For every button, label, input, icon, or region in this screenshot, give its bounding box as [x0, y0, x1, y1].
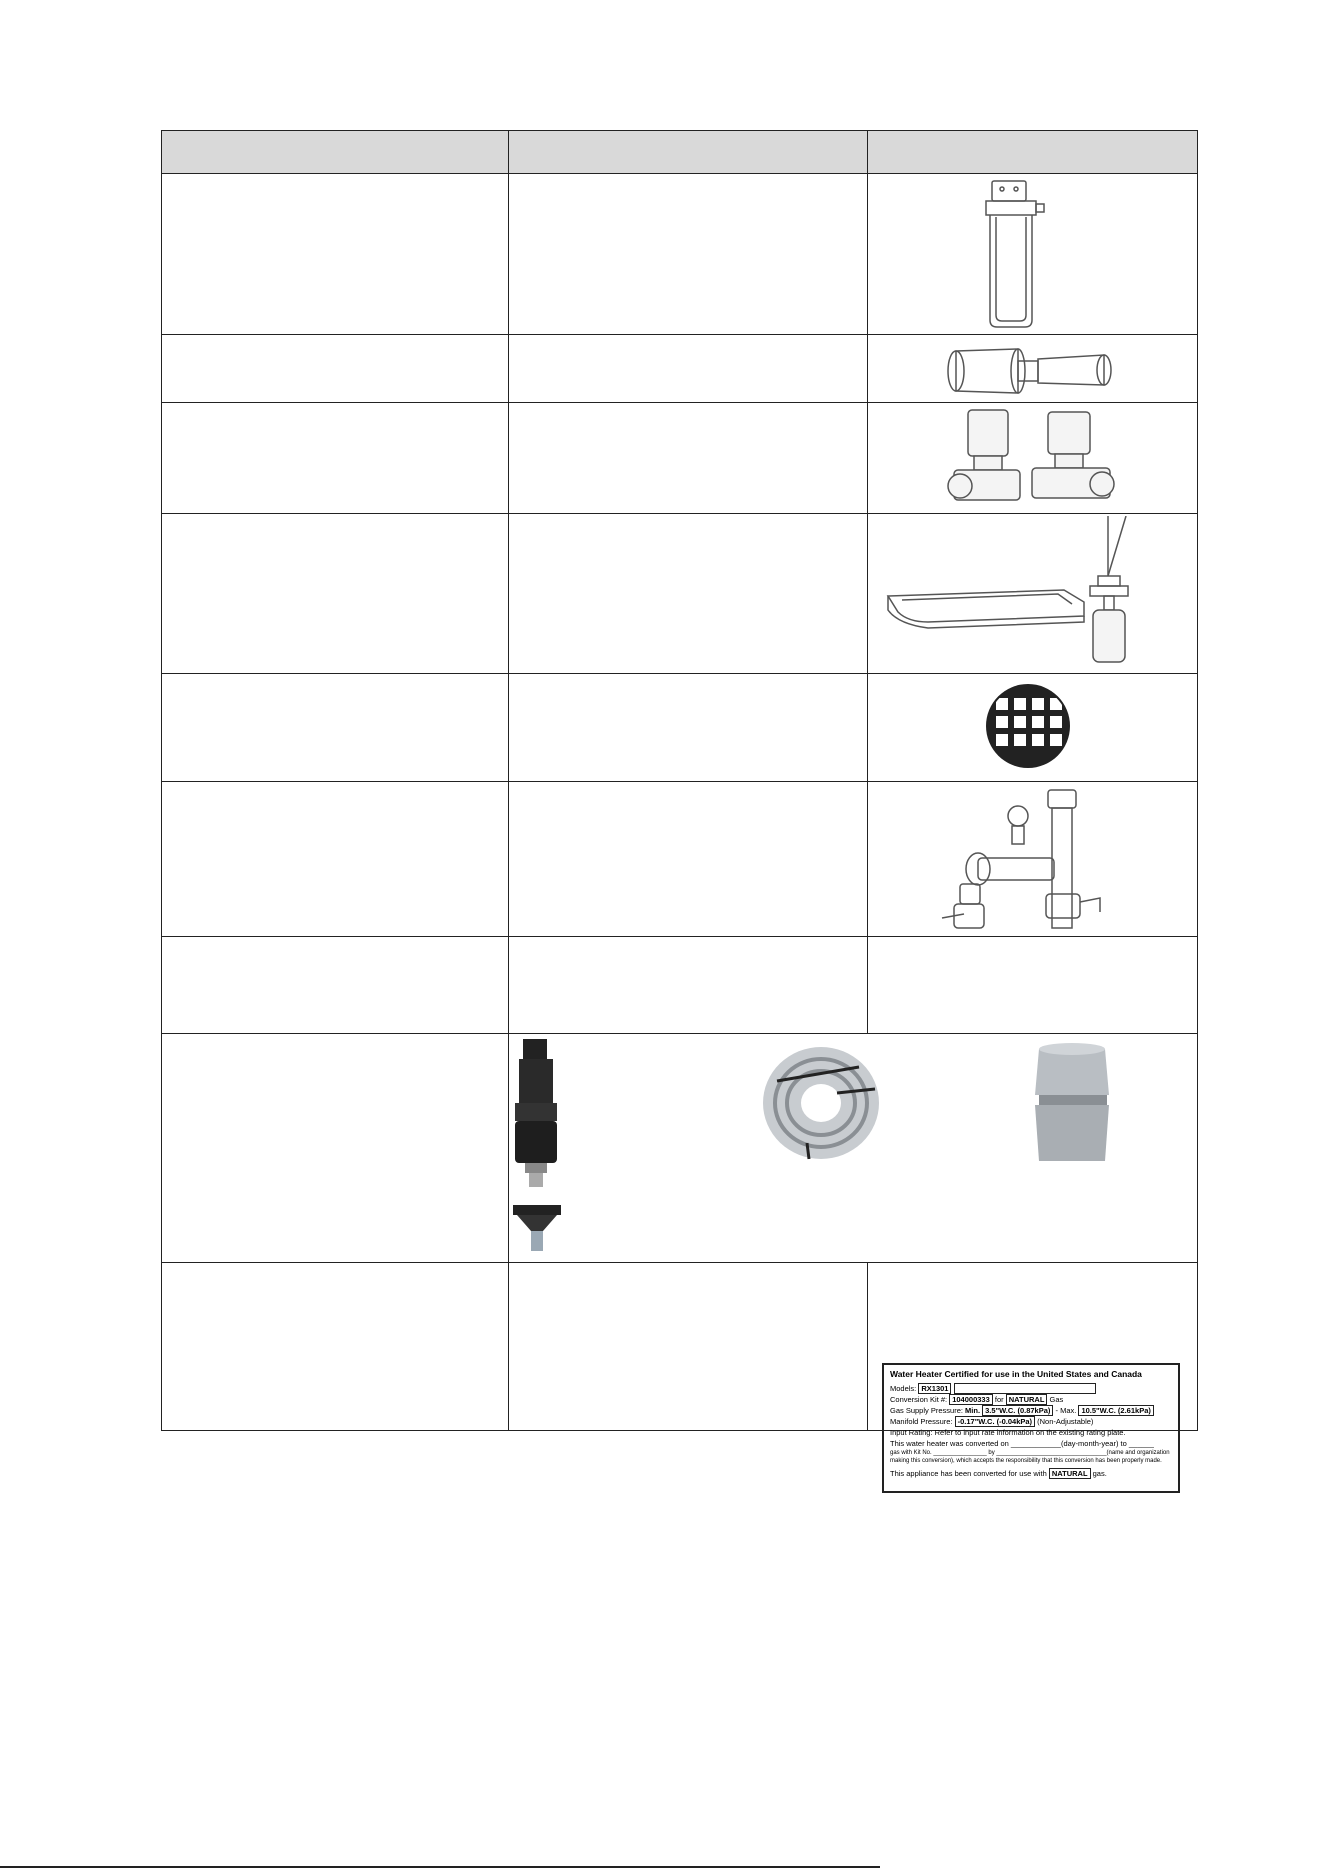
image-cell [868, 335, 1198, 403]
appliance-line: This appliance has been converted for use with [890, 1469, 1047, 1479]
vent-screen-image [868, 676, 1198, 780]
vent-coupler-image [1035, 1043, 1109, 1161]
image-cell [868, 674, 1198, 782]
pipe-adapter-image [868, 337, 1198, 401]
table-row [162, 674, 1198, 782]
solenoid-valves-image [868, 404, 1198, 512]
supply-min: 3.5"W.C. (0.87kPa) [982, 1405, 1053, 1416]
water-filter-image [868, 175, 1198, 333]
header-row [162, 131, 1198, 174]
header-cell-1 [162, 131, 509, 174]
page-divider [0, 1866, 880, 1868]
supply-max: 10.5"W.C. (2.61kPa) [1078, 1405, 1153, 1416]
header-cell-2 [509, 131, 868, 174]
table-row [162, 403, 1198, 514]
vent-parts-image [509, 1035, 1197, 1261]
models-blank [954, 1383, 1096, 1394]
image-cell [868, 403, 1198, 514]
parts-table [161, 130, 1198, 1479]
image-cell [868, 514, 1198, 674]
table-row [162, 782, 1198, 937]
manifold-label: Manifold Pressure: [890, 1417, 953, 1427]
isolation-valve-image [868, 784, 1198, 934]
for-label: for [994, 1395, 1004, 1405]
image-cell [509, 1034, 1198, 1263]
image-cell [868, 782, 1198, 937]
appliance-end: gas. [1092, 1469, 1107, 1479]
models-value: RX1301 [918, 1383, 951, 1394]
table-row [162, 514, 1198, 674]
appliance-gas: NATURAL [1049, 1468, 1091, 1479]
manifold-value: -0.17"W.C. (-0.04kPa) [955, 1416, 1035, 1427]
table-row [162, 1034, 1198, 1263]
supply-min-label: Min. [965, 1406, 981, 1416]
gas-type: NATURAL [1006, 1394, 1048, 1405]
header-cell-3 [868, 131, 1198, 174]
table-row [162, 335, 1198, 403]
table-row [162, 1263, 1198, 1431]
drain-pan-float-switch-image [868, 516, 1198, 672]
gas-with-line: gas with Kit No. ________________ by _________________________________(name and organization [890, 1450, 1170, 1457]
table-row [162, 937, 1198, 1034]
image-cell [868, 174, 1198, 335]
converted-line: This water heater was converted on ____________(day-month-year) to ______ [890, 1439, 1154, 1449]
coiled-vent-hose-image [763, 1047, 879, 1159]
models-label: Models: [890, 1383, 917, 1393]
gas-word: Gas [1049, 1395, 1064, 1405]
image-cell [868, 1263, 1198, 1479]
supply-label: Gas Supply Pressure: [890, 1406, 963, 1416]
supply-max-label: - Max. [1055, 1406, 1077, 1416]
table-row [162, 174, 1198, 335]
manifold-note: (Non-Adjustable) [1037, 1417, 1094, 1427]
input-line: Input Rating: Refer to input rate information on the existing rating plate. [890, 1428, 1126, 1438]
kit-value: 104000333 [949, 1394, 993, 1405]
vent-termination-image [513, 1039, 561, 1251]
label-title: Water Heater Certified for use in the United States and Canada [890, 1368, 1142, 1379]
responsibility-line: making this conversion), which accepts the responsibility that this conversion has been properly made. [890, 1458, 1162, 1465]
kit-label: Conversion Kit #: [890, 1395, 948, 1405]
